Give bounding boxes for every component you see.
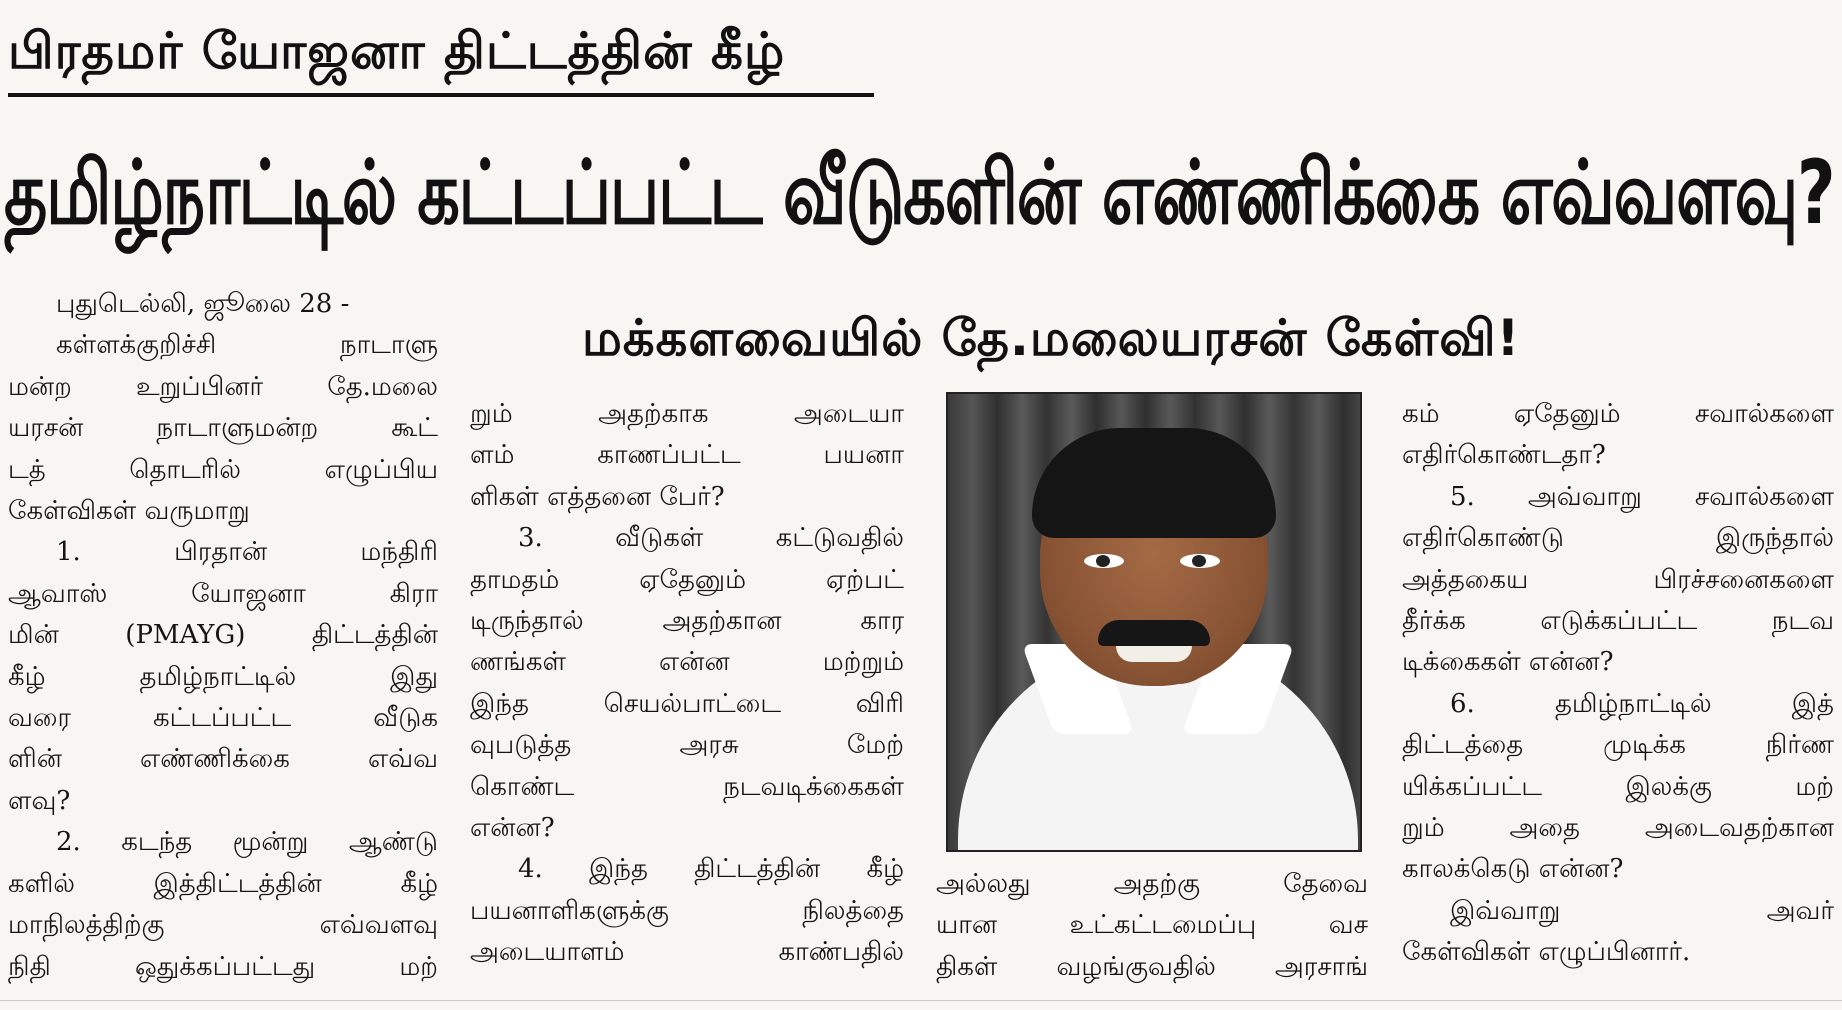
text-line: 1. பிரதான் மந்திரி	[56, 537, 438, 568]
text-line: கேள்விகள் எழுப்பினார்.	[1402, 937, 1691, 968]
portrait-photo	[946, 392, 1362, 852]
text-line: காலக்கெடு என்ன?	[1402, 854, 1624, 885]
text-line: எதிர்கொண்டதா?	[1402, 440, 1606, 471]
text-line: மாநிலத்திற்கு எவ்வளவு	[8, 910, 438, 941]
text-line: திட்டத்தை முடிக்க நிர்ண	[1402, 730, 1834, 761]
text-line: கள்ளக்குறிச்சி நாடாளு	[56, 330, 438, 361]
text-line: அடையாளம் காண்பதில்	[470, 937, 904, 968]
text-line: இந்த செயல்பாட்டை விரி	[470, 688, 904, 719]
text-line: டிருந்தால் அதற்கான கார	[470, 606, 904, 637]
text-line: மன்ற உறுப்பினர் தே.மலை	[8, 371, 438, 402]
text-line: ளின் எண்ணிக்கை எவ்வ	[8, 744, 438, 775]
text-line: 3. வீடுகள் கட்டுவதில்	[518, 523, 904, 554]
photo-mouth	[1116, 646, 1192, 662]
dateline: புதுடெல்லி, ஜூலை 28 -	[56, 289, 350, 319]
text-line: யான உட்கட்டமைப்பு வச	[936, 910, 1368, 941]
text-line: றும் அதை அடைவதற்கான	[1402, 813, 1834, 844]
text-line: பயனாளிகளுக்கு நிலத்தை	[470, 895, 904, 926]
text-line: யிக்கப்பட்ட இலக்கு மற்	[1402, 771, 1834, 802]
text-line: களில் இத்திட்டத்தின் கீழ்	[8, 868, 438, 899]
text-line: தீர்க்க எடுக்கப்பட்ட நடவ	[1402, 606, 1834, 637]
text-line: ளவு?	[8, 785, 71, 816]
text-line: 5. அவ்வாறு சவால்களை	[1450, 481, 1834, 512]
text-line: கேள்விகள் வருமாறு	[8, 496, 250, 527]
text-line: ஆவாஸ் யோஜனா கிரா	[8, 578, 438, 609]
text-line: அல்லது அதற்கு தேவை	[936, 869, 1368, 899]
text-line: என்ன?	[470, 813, 555, 844]
photo-eye-left	[1084, 554, 1124, 568]
article-column-4	[1402, 394, 1834, 974]
text-line: டிக்கைகள் என்ன?	[1402, 647, 1614, 678]
kicker-headline: பிரதமர் யோஜனா திட்டத்தின் கீழ்	[8, 22, 786, 80]
text-line: மின் (PMAYG) திட்டத்தின்	[8, 620, 438, 651]
photo-eye-right	[1180, 554, 1220, 568]
text-line: தாமதம் ஏதேனும் ஏற்பட்	[470, 564, 904, 595]
text-line: யரசன் நாடாளுமன்ற கூட்	[8, 413, 438, 444]
photo-hair	[1032, 428, 1276, 538]
text-line: றும் அதற்காக அடையா	[470, 399, 904, 429]
text-line: டத் தொடரில் எழுப்பிய	[8, 454, 438, 485]
text-line: ளிகள் எத்தனை பேர்?	[470, 481, 725, 512]
subheadline: மக்களவையில் தே.மலையரசன் கேள்வி!	[582, 309, 1521, 367]
text-line: கம் ஏதேனும் சவால்களை	[1402, 399, 1834, 429]
article-column-3	[936, 864, 1368, 988]
text-line: 6. தமிழ்நாட்டில் இத்	[1450, 688, 1834, 719]
text-line: எதிர்கொண்டு இருந்தால்	[1402, 523, 1834, 554]
text-line: ணங்கள் என்ன மற்றும்	[470, 647, 904, 678]
text-line: நிதி ஒதுக்கப்பட்டது மற்	[8, 951, 438, 982]
text-line: கொண்ட நடவடிக்கைகள்	[470, 771, 904, 802]
article-column-1	[8, 284, 438, 988]
text-line: அத்தகைய பிரச்சனைகளை	[1402, 564, 1834, 595]
photo-moustache	[1098, 620, 1210, 646]
article-column-2	[470, 394, 904, 974]
bottom-divider	[0, 1000, 1842, 1001]
text-line: திகள் வழங்குவதில் அரசாங்	[936, 951, 1368, 982]
text-line: ளம் காணப்பட்ட பயனா	[470, 440, 904, 471]
text-line: 2. கடந்த மூன்று ஆண்டு	[56, 827, 438, 858]
text-line: வுபடுத்த அரசு மேற்	[470, 730, 904, 761]
text-line: கீழ் தமிழ்நாட்டில் இது	[8, 661, 438, 692]
main-headline: தமிழ்நாட்டில் கட்டப்பட்ட வீடுகளின் எண்ணிக்கை எவ்வளவு?	[4, 141, 1835, 244]
text-line: 4. இந்த திட்டத்தின் கீழ்	[518, 854, 904, 885]
text-line: இவ்வாறு அவர்	[1450, 895, 1834, 926]
text-line: வரை கட்டப்பட்ட வீடுக	[8, 703, 438, 734]
kicker-underline	[8, 93, 874, 97]
